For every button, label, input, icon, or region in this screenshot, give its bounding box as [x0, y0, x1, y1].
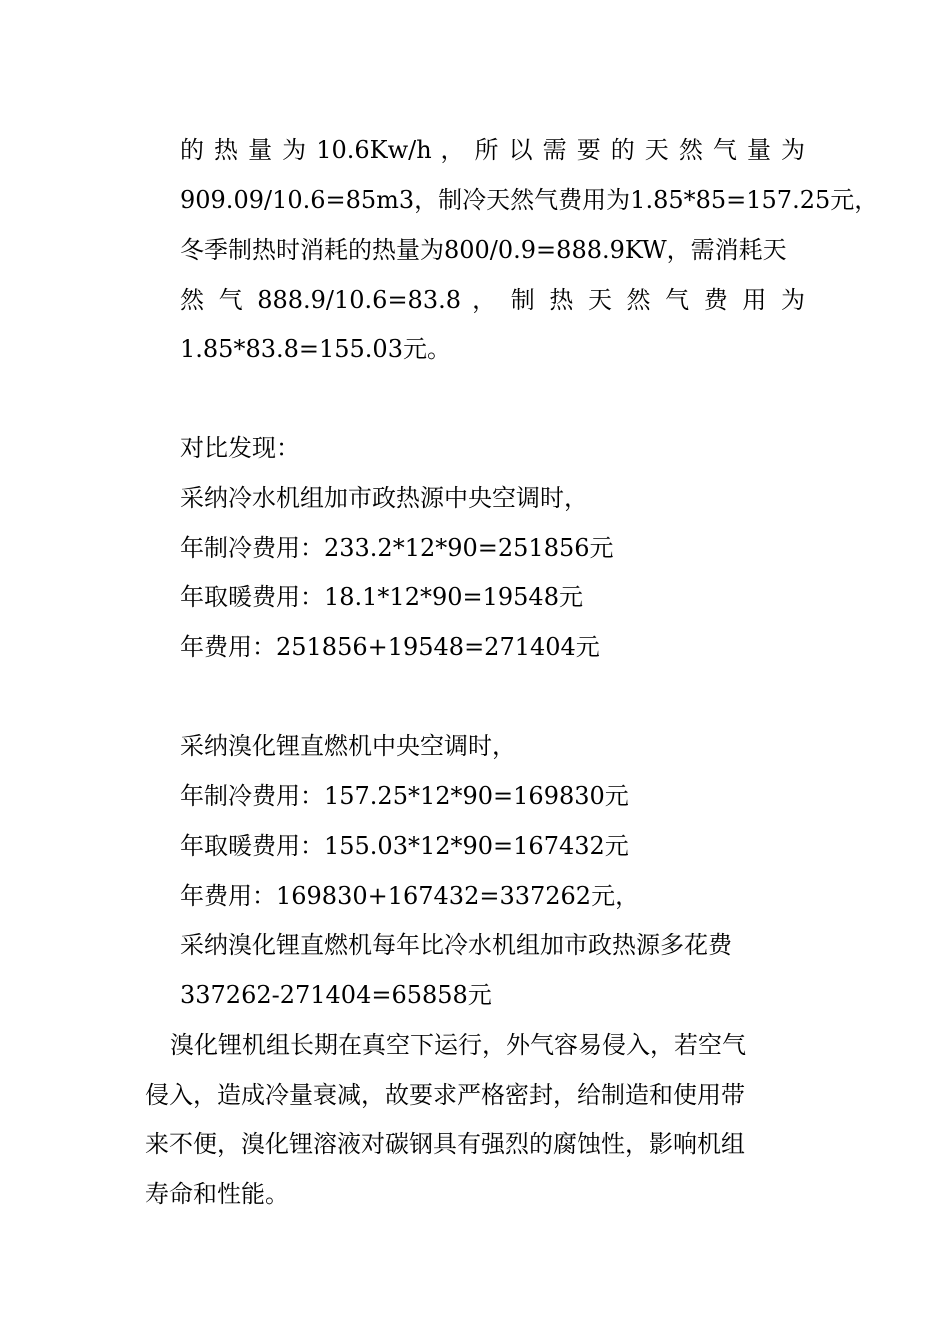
option1-heating-cost: 年取暖费用：18.1*12*90=19548元 [180, 583, 583, 611]
option2-extra-line-1: 采纳溴化锂直燃机每年比冷水机组加市政热源多花费 [180, 931, 732, 959]
option2-extra-line-2: 337262-271404=65858元 [180, 981, 492, 1009]
option2-intro: 采纳溴化锂直燃机中央空调时， [180, 732, 516, 760]
option1-intro: 采纳冷水机组加市政热源中央空调时， [180, 484, 588, 512]
paragraph2-line-3: 来不便，溴化锂溶液对碳钢具有强烈的腐蚀性，影响机组 [145, 1130, 745, 1158]
option2-cooling-cost: 年制冷费用：157.25*12*90=169830元 [180, 782, 629, 810]
option2-total-cost: 年费用：169830+167432=337262元， [180, 882, 640, 910]
paragraph1-line-4: 然 气 888.9/10.6=83.8 ， 制 热 天 然 气 费 用 为 [180, 286, 805, 314]
paragraph1-line-1: 的 热 量 为 10.6Kw/h ， 所 以 需 要 的 天 然 气 量 为 [180, 136, 805, 164]
option1-total-cost: 年费用：251856+19548=271404元 [180, 633, 600, 661]
option2-heating-cost: 年取暖费用：155.03*12*90=167432元 [180, 832, 629, 860]
option1-cooling-cost: 年制冷费用：233.2*12*90=251856元 [180, 534, 614, 562]
paragraph2-line-2: 侵入，造成冷量衰减，故要求严格密封，给制造和使用带 [145, 1081, 745, 1109]
paragraph1-line-5: 1.85*83.8=155.03元。 [180, 335, 451, 363]
paragraph2-line-1: 溴化锂机组长期在真空下运行，外气容易侵入，若空气 [170, 1031, 746, 1059]
paragraph1-line-3: 冬季制热时消耗的热量为800/0.9=888.9KW，需消耗天 [180, 236, 787, 264]
comparison-heading: 对比发现： [180, 434, 300, 462]
paragraph1-line-2: 909.09/10.6=85m3，制冷天然气费用为1.85*85=157.25元， [180, 186, 879, 214]
paragraph2-line-4: 寿命和性能。 [145, 1180, 289, 1208]
